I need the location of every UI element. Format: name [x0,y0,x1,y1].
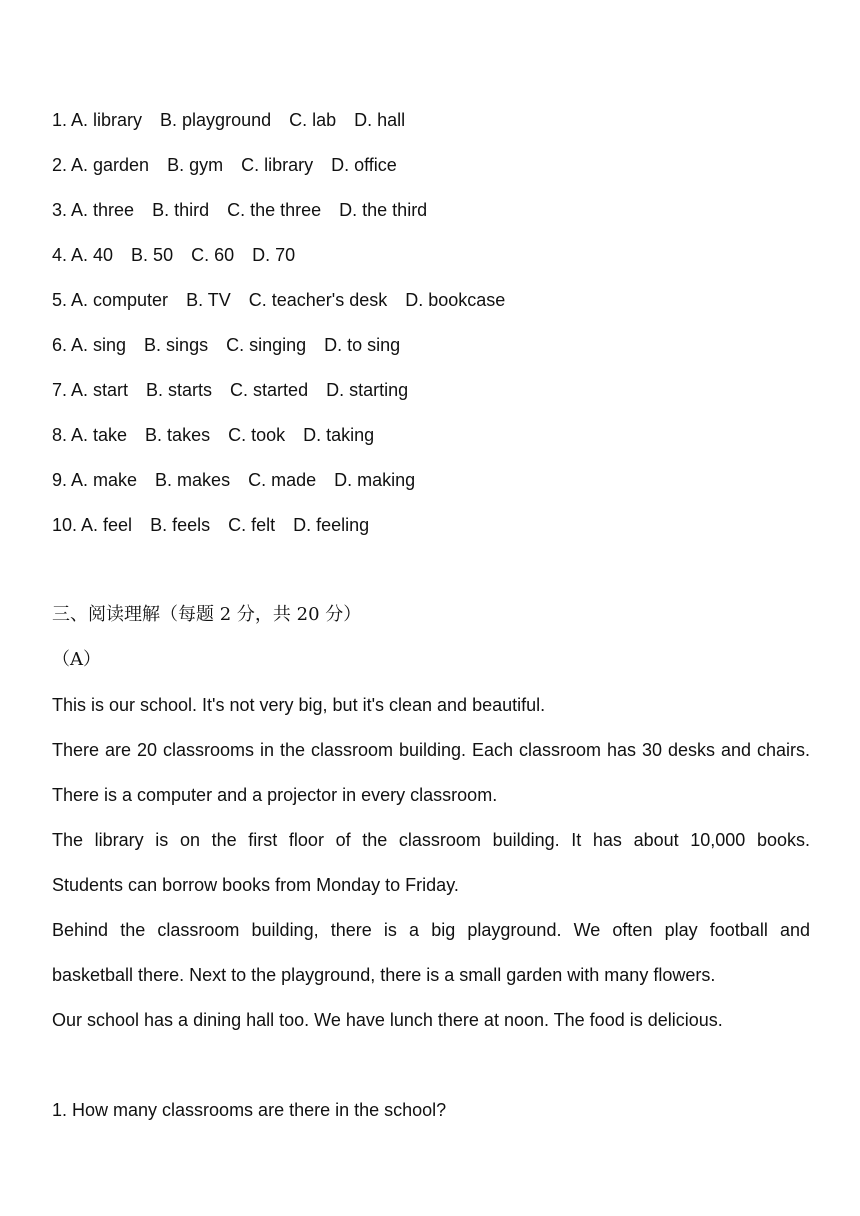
section-title: 三、阅读理解（每题 2 分，共 20 分） [52,604,362,625]
option-b: B. feels [150,515,211,535]
option-b: B. third [152,200,210,220]
option-a: A. start [71,380,129,400]
question-1: 1. How many classrooms are there in the school? [52,1100,447,1120]
choice-line-5 [52,288,505,312]
option-d: D. 70 [252,245,296,265]
option-a: A. feel [81,515,133,535]
choice-number: 5. [52,290,68,310]
option-d: D. to sing [324,335,401,355]
option-b: B. makes [155,470,231,490]
option-a: A. sing [71,335,127,355]
passage-paragraph-5: Our school has a dining hall too. We have lunch there at noon. The food is delicious. [52,1010,723,1030]
choice-number: 1. [52,110,68,130]
passage-paragraph-3-line-2: Students can borrow books from Monday to Friday. [52,875,459,895]
option-d: D. starting [326,380,409,400]
choice-line-6 [52,333,400,357]
option-c: C. teacher's desk [248,290,388,310]
passage-paragraph-4-line-1: Behind the classroom building, there is a big playground. We often play football and [52,920,810,940]
option-c: C. the three [227,200,322,220]
choice-line-1 [52,108,405,132]
option-b: B. starts [146,380,213,400]
option-d: D. making [334,470,416,490]
option-a: A. library [71,110,143,130]
choice-number: 7. [52,380,68,400]
choice-number: 2. [52,155,68,175]
option-d: D. the third [339,200,428,220]
option-a: A. garden [71,155,150,175]
option-d: D. taking [303,425,375,445]
passage-paragraph-2-line-2: There is a computer and a projector in every classroom. [52,785,498,805]
option-b: B. gym [167,155,224,175]
option-c: C. felt [228,515,276,535]
choice-line-7 [52,378,408,402]
option-a: A. computer [71,290,169,310]
option-c: C. started [230,380,309,400]
choice-line-2 [52,153,397,177]
option-d: D. bookcase [405,290,506,310]
passage-paragraph-2-line-1: There are 20 classrooms in the classroom building. Each classroom has 30 desks and chairs. [52,740,810,760]
option-c: C. lab [289,110,337,130]
option-a: A. take [71,425,128,445]
option-d: D. feeling [293,515,370,535]
option-a: A. make [71,470,138,490]
part-label: （A） [52,649,101,670]
passage-paragraph-3-line-1: The library is on the first floor of the classroom building. It has about 10,000 books. [52,830,810,850]
choice-line-8 [52,423,374,447]
option-d: D. office [331,155,397,175]
option-b: B. 50 [131,245,174,265]
passage-paragraph-1: This is our school. It's not very big, but it's clean and beautiful. [52,695,546,715]
option-b: B. playground [160,110,272,130]
choice-line-10 [52,513,369,537]
choice-number: 3. [52,200,68,220]
option-b: B. TV [186,290,231,310]
option-a: A. three [71,200,135,220]
option-c: C. singing [226,335,307,355]
choice-line-4 [52,243,295,267]
option-c: C. made [248,470,317,490]
choice-line-9 [52,468,415,492]
option-d: D. hall [354,110,406,130]
option-a: A. 40 [71,245,114,265]
choice-number: 9. [52,470,68,490]
choice-number: 10. [52,515,78,535]
option-c: C. library [241,155,314,175]
option-b: B. takes [145,425,211,445]
choice-number: 4. [52,245,68,265]
choice-line-3 [52,198,427,222]
passage-paragraph-4-line-2: basketball there. Next to the playground, there is a small garden with many flowers. [52,965,716,985]
option-c: C. 60 [191,245,235,265]
choice-number: 6. [52,335,68,355]
option-c: C. took [228,425,286,445]
option-b: B. sings [144,335,209,355]
choice-number: 8. [52,425,68,445]
